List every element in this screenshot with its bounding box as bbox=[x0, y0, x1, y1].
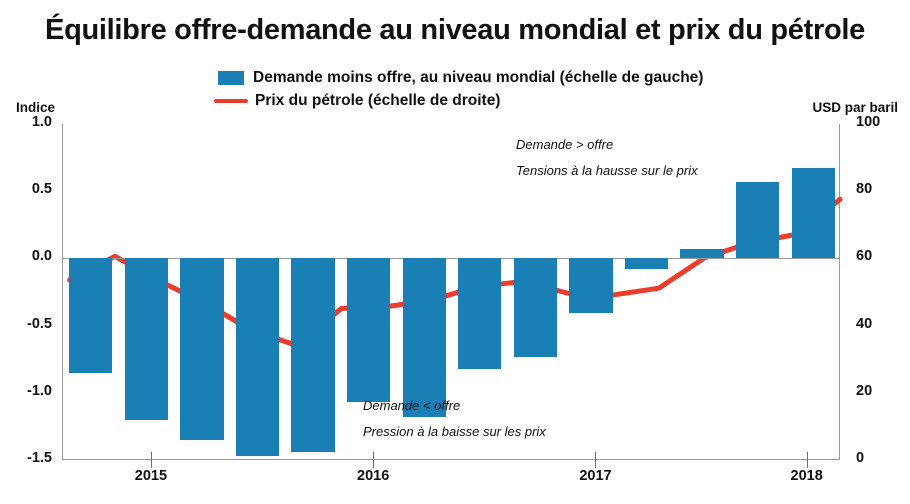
annotation-lower-line1: Demande < offre bbox=[363, 398, 461, 413]
annotation-upper-line2: Tensions à la hausse sur le prix bbox=[516, 163, 698, 178]
bar bbox=[236, 258, 279, 456]
bar bbox=[680, 249, 723, 258]
bar bbox=[347, 258, 390, 402]
legend-item-line bbox=[218, 89, 703, 112]
annotation-lower-line2: Pression à la baisse sur les prix bbox=[363, 424, 546, 439]
legend-line-label: Prix du pétrole (échelle de droite) bbox=[255, 91, 501, 109]
y2-axis-tick-label: 40 bbox=[856, 315, 873, 332]
x-axis-tick-label: 2018 bbox=[790, 468, 823, 484]
y-axis-tick-label: 1.0 bbox=[31, 114, 52, 130]
bar bbox=[403, 258, 446, 417]
y2-axis-tick-label: 100 bbox=[856, 114, 881, 130]
y2-axis-tick-label: 0 bbox=[856, 450, 865, 466]
bar bbox=[125, 258, 168, 419]
chart-legend bbox=[218, 66, 703, 112]
bar bbox=[458, 258, 501, 368]
y2-axis-tick-label: 20 bbox=[856, 382, 873, 399]
bar bbox=[180, 258, 223, 439]
x-axis-tick-mark bbox=[373, 452, 374, 468]
y2-axis-tick-label: 80 bbox=[856, 181, 873, 198]
legend-line-swatch-icon bbox=[214, 99, 248, 103]
bar bbox=[792, 168, 835, 258]
x-axis-tick-mark bbox=[807, 452, 808, 468]
chart-title: Équilibre offre-demande au niveau mondial et prix du pétrole bbox=[45, 14, 865, 46]
bar bbox=[569, 258, 612, 313]
legend-item-bar bbox=[218, 66, 703, 89]
bar bbox=[736, 182, 779, 259]
y2-axis-tick-label: 60 bbox=[856, 248, 873, 265]
bar bbox=[625, 258, 668, 269]
legend-bar-swatch-icon bbox=[218, 71, 244, 85]
x-axis-tick-label: 2016 bbox=[357, 468, 390, 484]
x-axis-tick-label: 2015 bbox=[134, 468, 168, 484]
annotation-upper-line1: Demande > offre bbox=[516, 137, 614, 152]
x-axis-tick-mark bbox=[595, 452, 596, 468]
y-axis-tick-label: -1.5 bbox=[27, 450, 52, 466]
left-axis-caption: Indice bbox=[16, 100, 56, 115]
y-axis-tick-label: -1.0 bbox=[27, 382, 52, 399]
y-axis-tick-label: 0.5 bbox=[31, 181, 52, 198]
bar bbox=[291, 258, 334, 452]
y-axis-tick-label: 0.0 bbox=[31, 248, 52, 265]
bar bbox=[69, 258, 112, 372]
y-axis-tick-label: -0.5 bbox=[27, 315, 52, 332]
right-axis-caption: USD par baril bbox=[812, 100, 898, 115]
legend-bar-label: Demande moins offre, au niveau mondial (échelle de gauche) bbox=[253, 68, 704, 86]
x-axis-tick-mark bbox=[151, 452, 152, 468]
x-axis-tick-label: 2017 bbox=[579, 468, 612, 484]
bar bbox=[514, 258, 557, 356]
